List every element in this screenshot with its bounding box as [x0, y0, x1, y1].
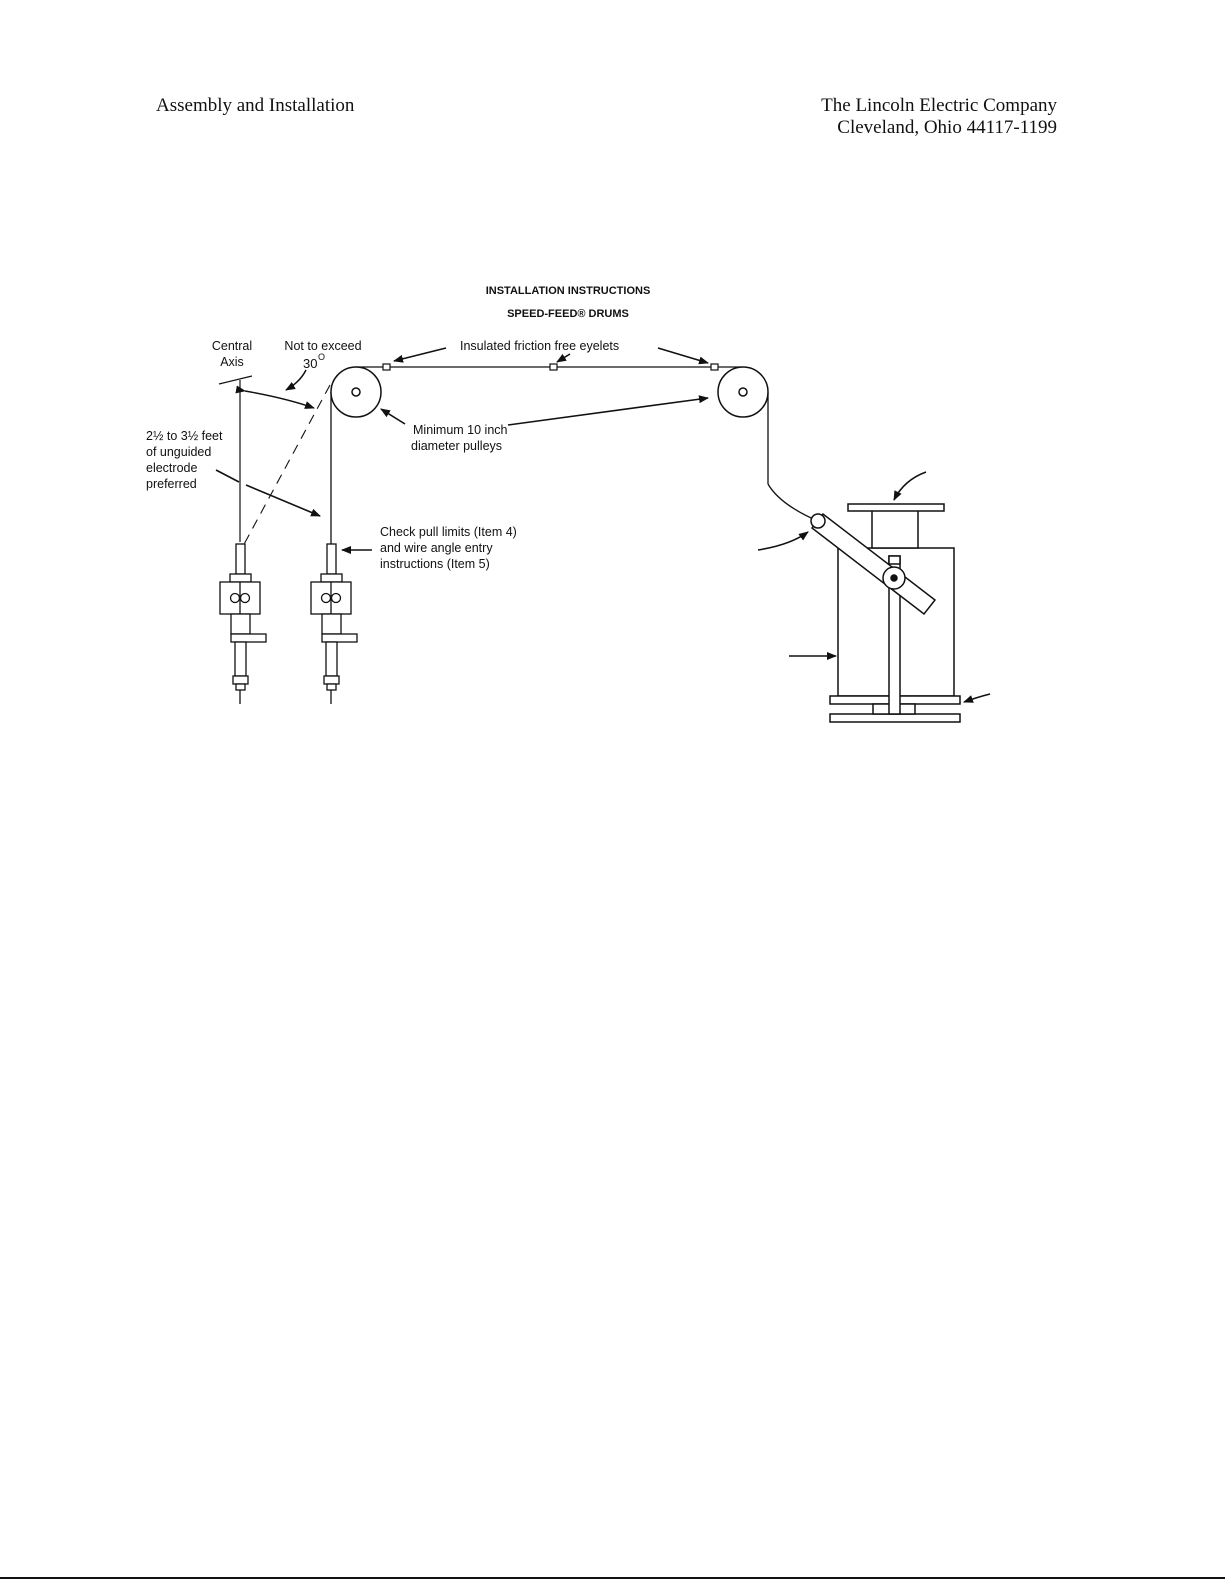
check-label: Check pull limits (Item 4) [380, 525, 517, 539]
central-axis-label-2: Axis [220, 355, 244, 369]
angle-pointer [286, 370, 306, 390]
company-address: Cleveland, Ohio 44117-1199 [837, 117, 1057, 138]
check-label-3: instructions (Item 5) [380, 557, 490, 571]
pulleys-label-2: diameter pulleys [411, 439, 503, 453]
central-axis-label: Central [211, 339, 253, 353]
max-angle-dashed-line [242, 385, 330, 548]
unguided-label: 2½ to 3½ feet [146, 429, 223, 443]
unguided-label-3: electrode [146, 461, 198, 475]
angle-unit: O [318, 352, 326, 362]
diagram-subtitle: SPEED-FEED® DRUMS [507, 308, 629, 320]
feeder-head-right [311, 544, 357, 704]
central-axis-line [219, 376, 252, 542]
angle-arc [245, 391, 314, 408]
not-exceed-label: Not to exceed [284, 339, 362, 353]
check-label-2: and wire angle entry [380, 541, 493, 555]
unguided-label-2: of unguided [146, 445, 212, 459]
feeder-head-left [220, 544, 266, 704]
pulleys-label: Minimum 10 inch [413, 423, 508, 437]
diagram-title: INSTALLATION INSTRUCTIONS [485, 285, 651, 297]
pulley-left [331, 367, 381, 417]
company-name: The Lincoln Electric Company [821, 95, 1057, 116]
angle-value: 30 [303, 356, 318, 371]
header-section-title: Assembly and Installation [156, 95, 355, 116]
bottom-rule [0, 1577, 1225, 1579]
eyelets-label: Insulated friction free eyelets [460, 339, 620, 353]
unguided-label-4: preferred [146, 477, 197, 491]
speed-feed-drum [811, 504, 960, 722]
pulley-right [718, 367, 768, 417]
